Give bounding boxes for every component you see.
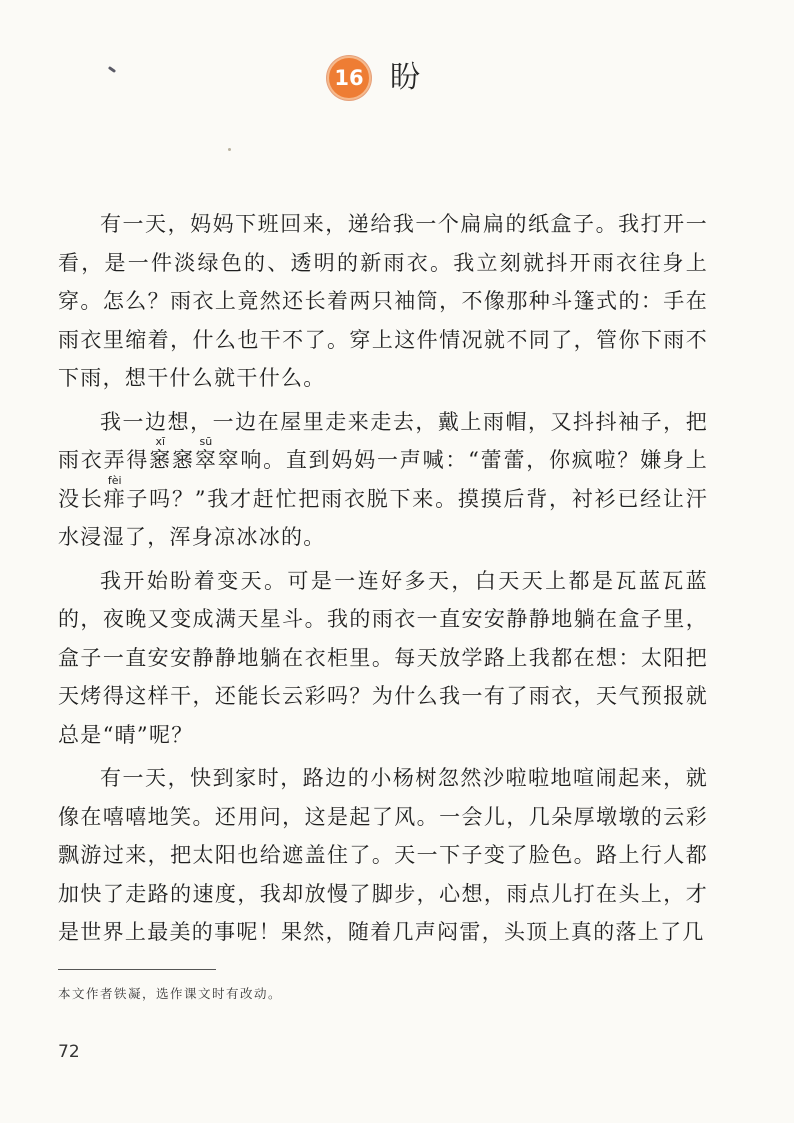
paragraph-1: 有一天，妈妈下班回来，递给我一个扁扁的纸盒子。我打开一看，是一件淡绿色的、透明的新雨衣。我立刻就抖开雨衣往身上穿。怎么？雨衣上竟然还长着两只袖筒，不像那种斗篷式的：手在雨衣里缩着，什么也干不了。穿上这件情况就不同了，管你下雨不下雨，想干什么就干什么。	[58, 212, 708, 390]
footnote: 本文作者铁凝，选作课文时有改动。	[58, 986, 283, 1001]
lesson-number-badge: 16	[327, 56, 371, 100]
paragraph-2	[58, 403, 708, 557]
paragraph-3: 我开始盼着变天。可是一连好多天，白天天上都是瓦蓝瓦蓝的，夜晚又变成满天星斗。我的雨衣一直安安静静地躺在盒子里，盒子一直安安静静地躺在衣柜里。每天放学路上我都在想：太阳把天烤得这样干，还能长云彩吗？为什么我一有了雨衣，天气预报就总是“晴”呢？	[58, 568, 708, 747]
paragraph-2-end: 子吗？”我才赶忙把雨衣脱下来。摸摸后背，衬衫已经让汗水浸湿了，浑身凉冰冰的。	[58, 486, 708, 549]
print-speck	[228, 148, 231, 151]
paragraph-2-start: 我一边想，一边在屋里走来走去，戴上雨帽，又抖抖袖子，把雨衣弄得	[58, 409, 708, 472]
char-xi-2: 窸	[171, 448, 195, 472]
lesson-title: 盼	[390, 60, 420, 95]
paragraph-4: 有一天，快到家时，路边的小杨树忽然沙啦啦地喧闹起来，就像在嘻嘻地笑。还用问，这是起了风。一会儿，几朵厚墩墩的云彩飘游过来，把太阳也给遮盖住了。天一下子变了脸色。路上行人都加快了走路的速度，我却放慢了脚步，心想，雨点儿打在头上，才是世界上最美的事呢！果然，随着几声闷雷，头顶上真的落上了几	[58, 766, 708, 944]
ruby-fei: 痱fèi	[103, 473, 127, 511]
ruby-su: 窣sū	[194, 435, 218, 472]
paragraph-2-middle: 窣响。直到妈妈一声喊：“蕾蕾，你疯啦？嫌身上没长	[58, 448, 709, 511]
ruby-xi-1: 窸xī	[149, 435, 172, 472]
page-number: 72	[58, 1042, 80, 1062]
lesson-header	[0, 52, 794, 104]
lesson-body	[58, 205, 708, 957]
footnote-divider	[58, 969, 216, 970]
